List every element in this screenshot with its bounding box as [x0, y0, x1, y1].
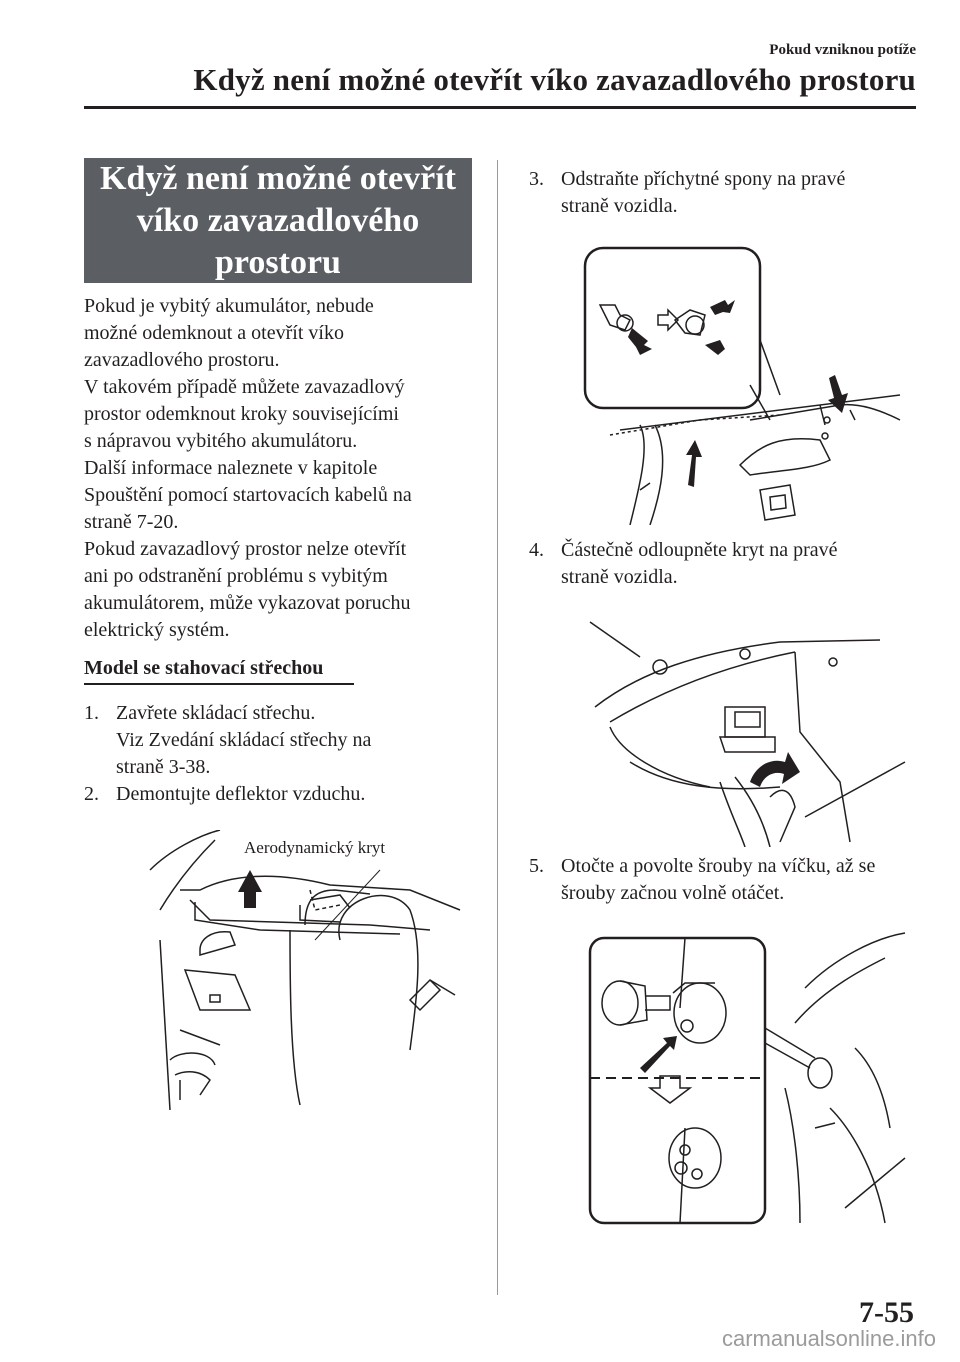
step-1-text: [116, 700, 484, 781]
figure-aero-cover: [140, 830, 470, 1110]
step-line: straně 3-38.: [116, 756, 211, 778]
intro-line: elektrický systém.: [84, 619, 230, 641]
figure-clips: [580, 245, 910, 525]
intro-line: zavazadlového prostoru.: [84, 349, 280, 371]
subheading-rule: [84, 683, 354, 685]
watermark: carmanualsonline.info: [721, 1326, 936, 1351]
intro-line: prostor odemknout kroky souvisejícími: [84, 403, 399, 425]
intro-line: straně 7-20.: [84, 511, 179, 533]
cover-peel-illustration: [580, 612, 910, 847]
running-header-title: Když není možné otevřít víko zavazadlového prostoru: [193, 62, 916, 97]
intro-paragraph: [84, 293, 476, 644]
step-line: Částečně odloupněte kryt na pravé: [561, 539, 838, 561]
intro-line: Další informace naleznete v kapitole: [84, 457, 378, 479]
step-3: [529, 166, 929, 220]
header-rule: [84, 106, 916, 109]
running-header-section: Pokud vzniknou potíže: [769, 42, 916, 58]
step-3-text: [561, 166, 929, 220]
intro-line: akumulátorem, může vykazovat poruchu: [84, 592, 411, 614]
step-5-text: [561, 853, 929, 907]
step-line: Viz Zvedání skládací střechy na: [116, 729, 372, 751]
step-line: Zavřete skládací střechu.: [116, 702, 316, 724]
step-number: 4.: [529, 539, 544, 561]
step-line: straně vozidla.: [561, 195, 678, 217]
step-line: Demontujte deflektor vzduchu.: [116, 783, 366, 805]
step-line: Odstraňte příchytné spony na pravé: [561, 168, 846, 190]
step-2: [84, 781, 484, 808]
subheading-model: Model se stahovací střechou: [84, 657, 324, 679]
step-5: [529, 853, 929, 907]
step-number: 2.: [84, 783, 99, 805]
section-title-line-1: Když není možné otevřít: [100, 159, 456, 197]
intro-line: V takovém případě můžete zavazadlový: [84, 376, 405, 398]
section-title-line-2: víko zavazadlového: [136, 201, 420, 239]
screws-illustration: [585, 928, 915, 1228]
step-line: šrouby začnou volně otáčet.: [561, 882, 785, 904]
step-number: 5.: [529, 855, 544, 877]
column-divider: [497, 160, 498, 1295]
intro-line: možné odemknout a otevřít víko: [84, 322, 344, 344]
step-line: Otočte a povolte šrouby na víčku, až se: [561, 855, 876, 877]
intro-line: Pokud je vybitý akumulátor, nebude: [84, 295, 374, 317]
figure-screws: [585, 928, 915, 1228]
step-line: straně vozidla.: [561, 566, 678, 588]
page-number: 7-55: [859, 1296, 914, 1329]
step-number: 1.: [84, 702, 99, 724]
figure-cover-peel: [580, 612, 910, 847]
intro-line: Pokud zavazadlový prostor nelze otevřít: [84, 538, 407, 560]
intro-line: ani po odstranění problému s vybitým: [84, 565, 388, 587]
aero-cover-illustration: [140, 830, 470, 1110]
intro-line: Spouštění pomocí startovacích kabelů na: [84, 484, 412, 506]
step-1: [84, 700, 484, 781]
intro-line: s nápravou vybitého akumulátoru.: [84, 430, 358, 452]
label-aerodynamic-cover: Aerodynamický kryt: [244, 838, 386, 857]
step-number: 3.: [529, 168, 544, 190]
section-title-box: [84, 158, 472, 283]
clips-illustration: [580, 245, 910, 525]
step-4: [529, 537, 929, 591]
step-4-text: [561, 537, 929, 591]
step-2-text: [116, 781, 484, 808]
section-title-line-3: prostoru: [215, 243, 341, 281]
